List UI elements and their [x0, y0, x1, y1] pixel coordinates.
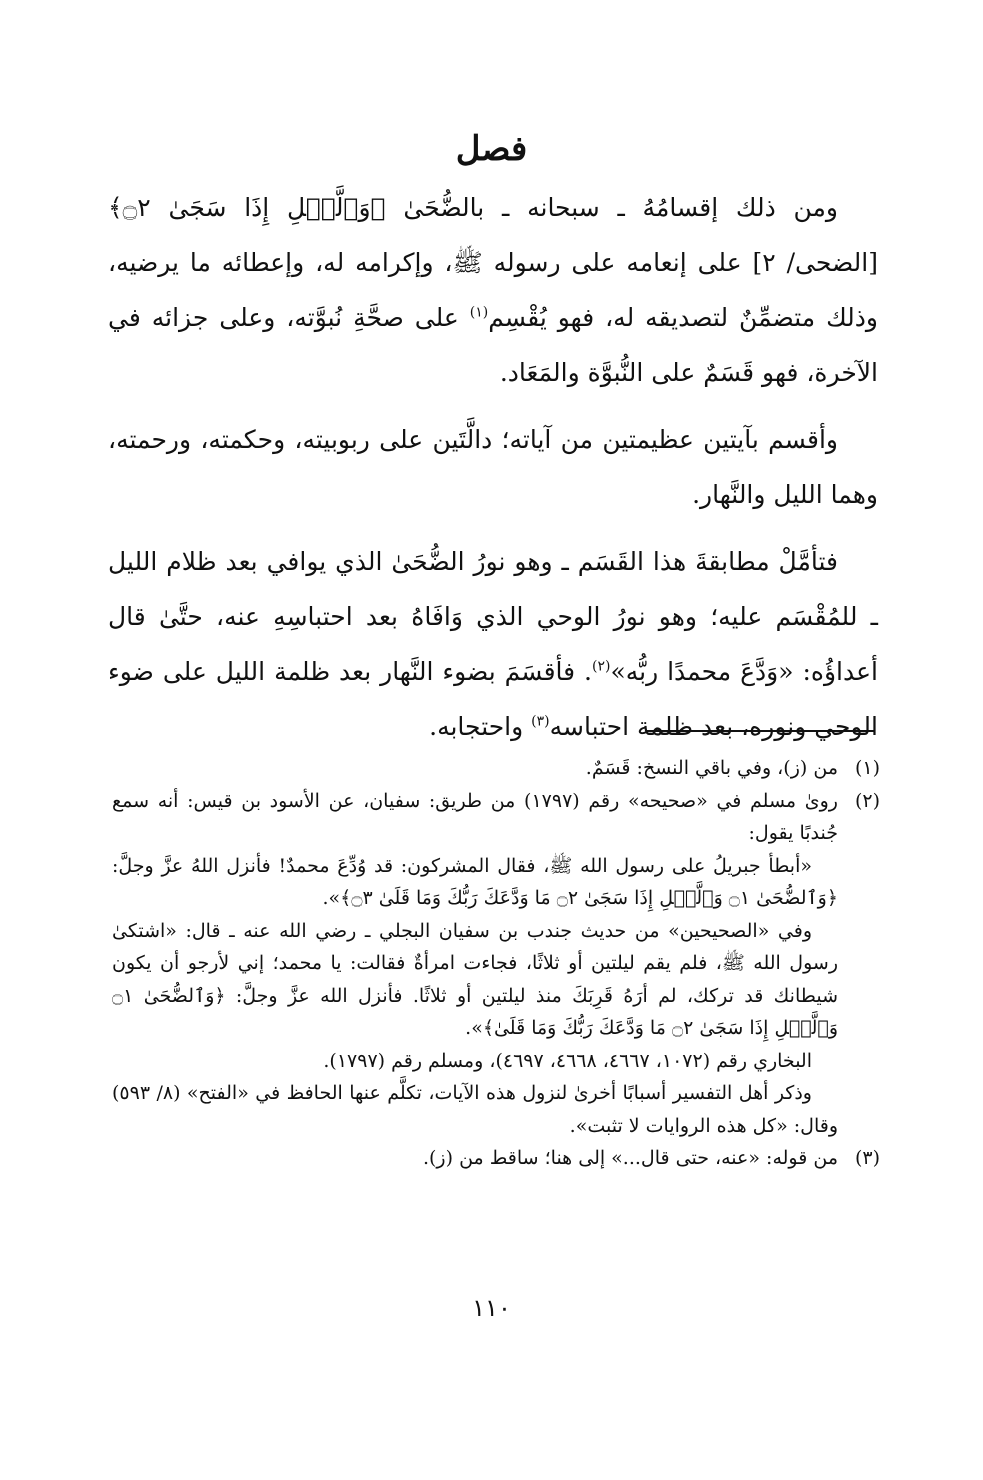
footnote-1: [112, 752, 880, 785]
footnote-line: وفي «الصحيحين» من حديث جندب بن سفيان البجلي ـ رضي الله عنه ـ قال: «اشتكىٰ رسول الله ﷺ، فلم يقم ليلتين أو ثلاثًا، فجاءت امرأةٌ فقالت: يا محمد؛ إني لأرجو أن يكون شيطانك قد تركك، لم أرَهُ قَرِبَكَ منذ ليلتين أو ثلاثًا. فأنزل الله عزَّ وجلَّ: ﴿وَٱلضُّحَىٰ ۝١ وَٱلَّيۡلِ إِذَا سَجَىٰ ۝٢ مَا وَدَّعَكَ رَبُّكَ وَمَا قَلَىٰ﴾».: [112, 919, 838, 1039]
footnote-3: [112, 1142, 880, 1175]
page-number: ١١٠: [472, 1294, 511, 1322]
footnote-line: البخاري رقم (١٠٧٢، ٤٦٦٧، ٤٦٦٨، ٤٦٩٧)، ومسلم رقم (١٧٩٧).: [323, 1049, 812, 1072]
footnote-ref-1[interactable]: (١): [469, 304, 489, 321]
footnote-line: «أبطأ جبريلُ على رسول الله ﷺ، فقال المشركون: قد وُدِّعَ محمدٌ! فأنزل اللهُ عزَّ وجلَّ: ﴿وَٱلضُّحَىٰ ۝١ وَٱلَّيۡلِ إِذَا سَجَىٰ ۝٢ مَا وَدَّعَكَ رَبُّكَ وَمَا قَلَىٰ ۝٣﴾».: [112, 854, 838, 909]
footnote-number: (٣): [854, 1147, 880, 1169]
footnote-number: (٢): [854, 789, 880, 812]
footnote-ref-3[interactable]: (٣): [531, 713, 550, 730]
paragraph-3-text: فتأمَّلْ مطابقةَ هذا القَسَم ـ وهو نورُ الضُّحَىٰ الذي يوافي بعد ظلام الليل ـ للمُقْسَم عليه؛ وهو نورُ الوحي الذي وَافَاهُ بعد احتباسِهِ عنه، حتَّىٰ قال أعداؤُه: «وَدَّعَ محمدًا ربُّه»: [108, 547, 878, 686]
footnote-line: روىٰ مسلم في «صحيحه» رقم (١٧٩٧) من طريق: سفيان، عن الأسود بن قيس: أنه سمع جُندبًا يقول:: [112, 789, 838, 844]
footnote-ref-2[interactable]: (٢): [591, 658, 611, 675]
footnote-number: (١): [854, 757, 880, 779]
footnote-line: وذكر أهل التفسير أسبابًا أخرىٰ لنزول هذه الآيات، تكلَّم عنها الحافظ في «الفتح» (٨/ ٥٩٣) وقال: «كل هذه الروايات لا تثبت».: [112, 1082, 838, 1137]
main-text: [108, 180, 878, 766]
footnote-2: [112, 785, 880, 1143]
paragraph-2: وأقسم بآيتين عظيمتين من آياته؛ دالَّتَين على ربوبيته، وحكمته، ورحمته، وهما الليل والنَّهار.: [108, 425, 878, 509]
footnote-line: من قوله: «عنه، حتى قال...» إلى هنا؛ ساقط من (ز).: [422, 1147, 838, 1169]
paragraph-1-text: ومن ذلك إقسامُهُ ـ سبحانه ـ بالضُّحَىٰ ﴿وَٱلَّيۡلِ إِذَا سَجَىٰ ۝٢﴾ [الضحى/ ٢] على إنعامه على رسوله ﷺ، وإكرامه له، وإعطائه ما يرضيه، وذلك متضمِّنٌ لتصديقه له، فهو يُقْسِم: [108, 193, 879, 332]
footnote-line: من (ز)، وفي باقي النسخ: قَسَمٌ.: [585, 757, 838, 779]
paragraph-1-text-end: على صحَّةِ نُبوَّته، وعلى جزائه في الآخرة، فهو قَسَمٌ على النُّبوَّة والمَعَاد.: [108, 303, 878, 387]
footnote-divider: [647, 730, 875, 732]
section-title: فصل: [455, 129, 528, 169]
paragraph-3: [108, 534, 878, 754]
paragraph-1: [108, 180, 878, 400]
footnotes: [112, 752, 880, 1175]
paragraph-3-text-end: واحتجابه.: [429, 712, 532, 741]
paragraph-3-text-middle: . فأقسَمَ بضوء النَّهار بعد ظلمة الليل على ضوء الوحي ونوره، بعد ظلمة احتباسه: [108, 657, 878, 741]
